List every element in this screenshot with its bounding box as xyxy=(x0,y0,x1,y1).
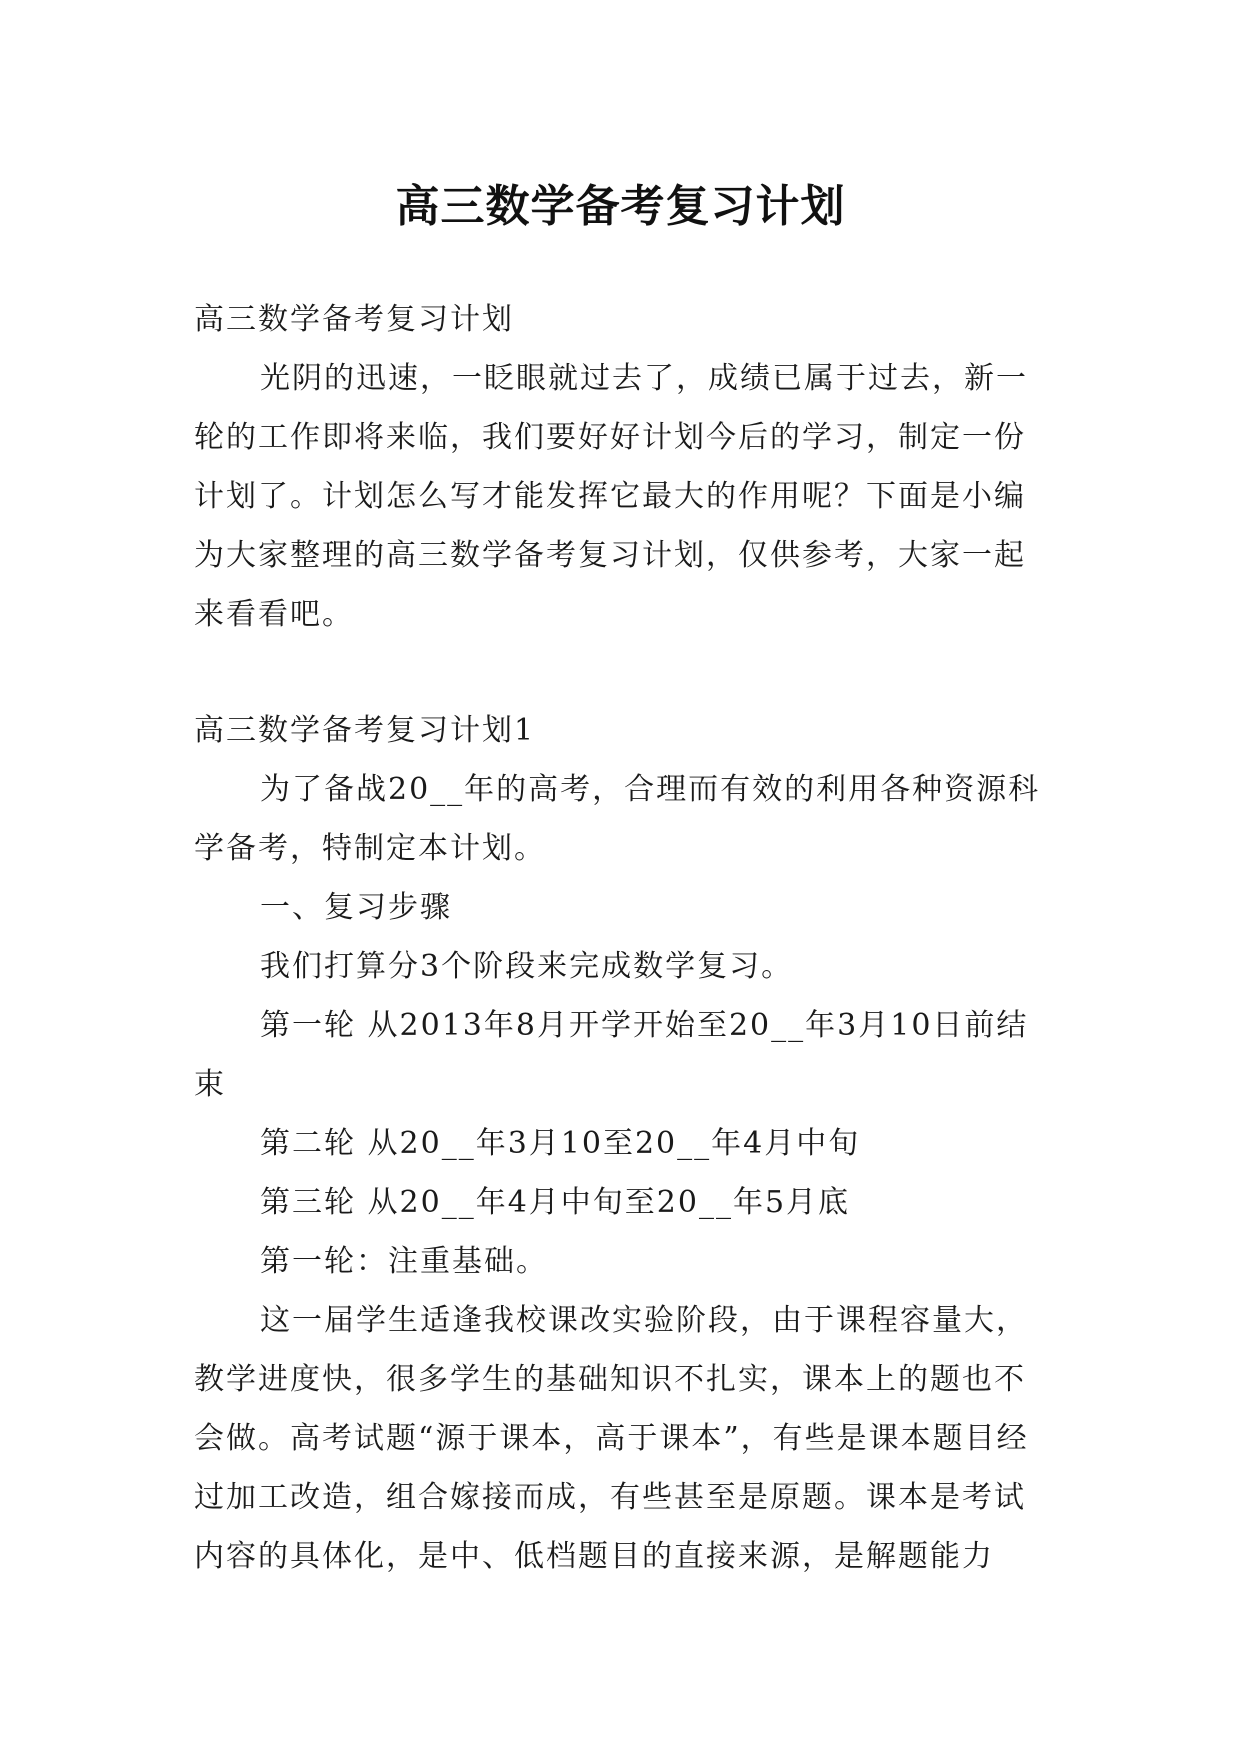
section-heading-plan-1: 高三数学备考复习计划1 xyxy=(194,713,536,748)
stages-intro-paragraph: 我们打算分3个阶段来完成数学复习。 xyxy=(260,949,794,984)
round-one-schedule: 第一轮 从2013年8月开学开始至20__年3月10日前结束 xyxy=(194,1008,1029,1102)
intro-paragraph: 光阴的迅速，一眨眼就过去了，成绩已属于过去，新一轮的工作即将来临，我们要好好计划今后的学习，制定一份计划了。计划怎么写才能发挥它最大的作用呢？下面是小编为大家整理的高三数学备考复习计划，仅供参考，大家一起来看看吧。 xyxy=(194,361,1028,632)
round-two-schedule: 第二轮 从20__年3月10至20__年4月中旬 xyxy=(260,1126,861,1161)
document-title: 高三数学备考复习计划 xyxy=(395,181,846,233)
plan-purpose-paragraph: 为了备战20__年的高考，合理而有效的利用各种资源科学备考，特制定本计划。 xyxy=(194,772,1041,866)
document-body xyxy=(194,290,1054,1586)
round-one-focus: 第一轮：注重基础。 xyxy=(260,1244,548,1279)
round-one-detail-paragraph: 这一届学生适逢我校课改实验阶段，由于课程容量大，教学进度快，很多学生的基础知识不扎实，课本上的题也不会做。高考试题“源于课本，高于课本”，有些是课本题目经过加工改造，组合嫁接而成，有些甚至是原题。课本是考试内容的具体化，是中、低档题目的直接来源，是解题能力 xyxy=(194,1303,1029,1574)
subheading-review-steps: 一、复习步骤 xyxy=(260,890,452,925)
section-heading-intro: 高三数学备考复习计划 xyxy=(194,302,514,337)
round-three-schedule: 第三轮 从20__年4月中旬至20__年5月底 xyxy=(260,1185,851,1220)
